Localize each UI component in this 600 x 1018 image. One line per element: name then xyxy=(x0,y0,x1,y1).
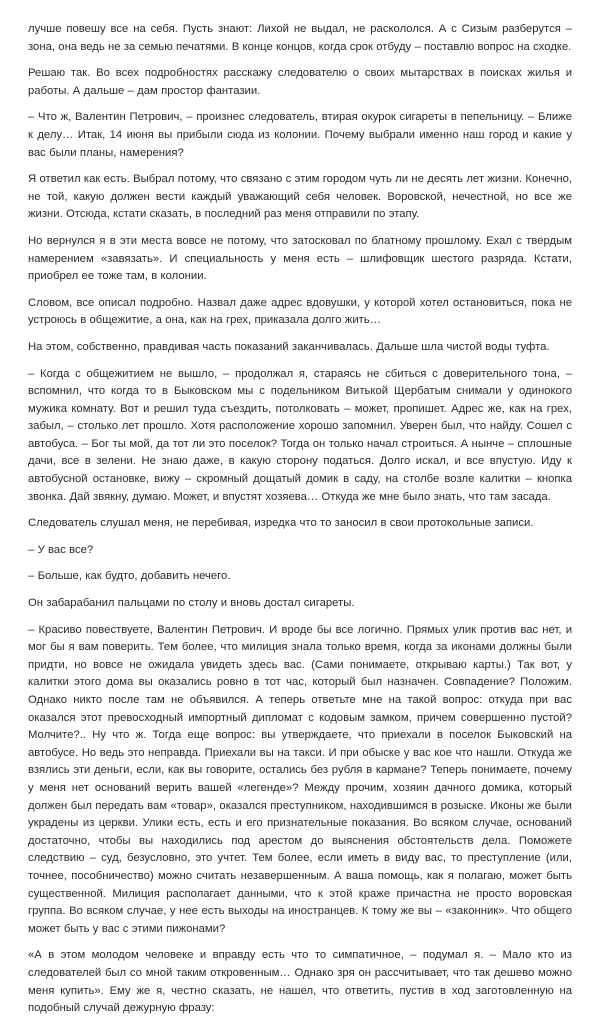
paragraph: «А в этом молодом человеке и вправду есть что то симпатичное, – подумал я. – Мало кто из следователей был со мной таким откровенным… Однако зря он рассчитывает, что так дешево можно меня купить». Ему же я, честно сказать, не нашел, что ответить, пустив в ход заготовленную на подобный случай дежурную фразу: xyxy=(28,949,572,1015)
paragraph: Но вернулся я в эти места вовсе не потому, что затосковал по блатному прошлому. Ехал с твердым намерением «завязать». И специальность у меня есть – шлифовщик шестого разряда. Кстати, приобрел ее тоже там, в колонии. xyxy=(28,234,572,283)
paragraph: Решаю так. Во всех подробностях расскажу следователю о своих мытарствах в поисках жилья и работы. А дальше – дам простор фантазии. xyxy=(28,67,572,97)
paragraph: лучше повешу все на себя. Пусть знают: Лихой не выдал, не раскололся. А с Сизым разберутся – зона, она ведь не за семью печатями. В конце концов, когда срок отбуду – поставлю вопрос на сходке. xyxy=(28,23,572,53)
paragraph: Он забарабанил пальцами по столу и вновь достал сигареты. xyxy=(28,597,355,610)
paragraph: Следователь слушал меня, не перебивая, изредка что то заносил в свои протокольные записи. xyxy=(28,517,534,530)
paragraph: – Когда с общежитием не вышло, – продолжал я, стараясь не сбиться с доверительного тона, – вспомнил, что когда то в Быковском мы с подельником Витькой Щербатым снимали у одинокого мужика комнату. Вот и решил туда съездить, потолковать – может, пропишет. Адрес же, как на грех, забыл, – столько лет прошло. Хотя расположение хорошо запомнил. Уверен был, что найду. Сошел с автобуса. – Бог ты мой, да тот ли это поселок? Тогда он только начал строиться. А нынче – сплошные дачи, все в зелени. Не знаю даже, в какую сторону податься. Долго искал, и все впустую. Иду к автобусной остановке, вижу – скромный дощатый домик в саду, на столбе возле калитки – кнопка звонка. Дай звякну, думаю. Может, и впустят хозяева… Откуда же мне было знать, что там засада. xyxy=(28,367,572,503)
paragraph: На этом, собственно, правдивая часть показаний заканчивалась. Дальше шла чистой воды туфта. xyxy=(28,340,550,353)
paragraph: Словом, все описал подробно. Назвал даже адрес вдовушки, у которой хотел остановиться, пока не устроюсь в общежитие, а она, как на грех, приказала долго жить… xyxy=(28,296,572,327)
document-text-body xyxy=(28,21,572,1018)
paragraph: Я ответил как есть. Выбрал потому, что связано с этим городом чуть ли не десять лет жизни. Конечно, не той, какую должен вести каждый уважающий себя человек. Воровской, нечестной, но все же жизни. Отсюда, кстати сказать, в последний раз меня отправили по этапу. xyxy=(28,173,572,221)
paragraph: – Красиво повествуете, Валентин Петрович. И вроде бы все логично. Прямых улик против вас нет, и мог бы я вам поверить. Тем более, что милиция знала только время, когда за иконами должны были придти, но вовсе не ожидала увидеть здесь вас. (Сами понимаете, открываю карты.) Так вот, у калитки этого дома вы оказались ровно в тот час, который был назначен. Совпадение? Положим. Однако никто после там не объявился. А теперь ответьте мне на такой вопрос: откуда при вас оказался этот превосходный импортный дипломат с кодовым замком, причем совершенно пустой? Молчите?.. Ну что ж. Тогда еще вопрос: вы утверждаете, что приехали в поселок Быковский на автобусе. Но ведь это неправда. Приехали вы на такси. И при обыске у вас кое что нашли. Откуда же взялись эти деньги, если, как вы говорите, остались без рубля в кармане? Теперь понимаете, почему у меня нет оснований верить вашей «легенде»? Между прочим, хозяин дачного домика, который должен был передать вам «товар», оказался преступником, находившимся в розыске. Иконы же были украдены из церкви. Улики есть, есть и его признательные показания. Во всяком случае, оснований достаточно, чтобы вы находились под арестом до выяснения обстоятельств дела. Поможете следствию – суд, безусловно, это учтет. Тем более, если иметь в виду вас, то преступление (или, точнее, пособничество) можно считать незавершенным. А ваша помощь, как я полагаю, может быть существенной. Милиция располагает данными, что к этой краже причастна не просто воровская группа. Во всяком случае, у нее есть выходы на иностранцев. К тому же вы – «законник». Что общего может быть у вас с этими пижонами? xyxy=(28,623,572,935)
paragraph: – Больше, как будто, добавить нечего. xyxy=(28,570,231,583)
paragraph: – У вас все? xyxy=(28,543,94,556)
paragraph: – Что ж, Валентин Петрович, – произнес следователь, втирая окурок сигареты в пепельницу. – Ближе к делу… Итак, 14 июня вы прибыли сюда из колонии. Почему выбрали именно наш город и какие у вас были планы, намерения? xyxy=(28,111,572,159)
